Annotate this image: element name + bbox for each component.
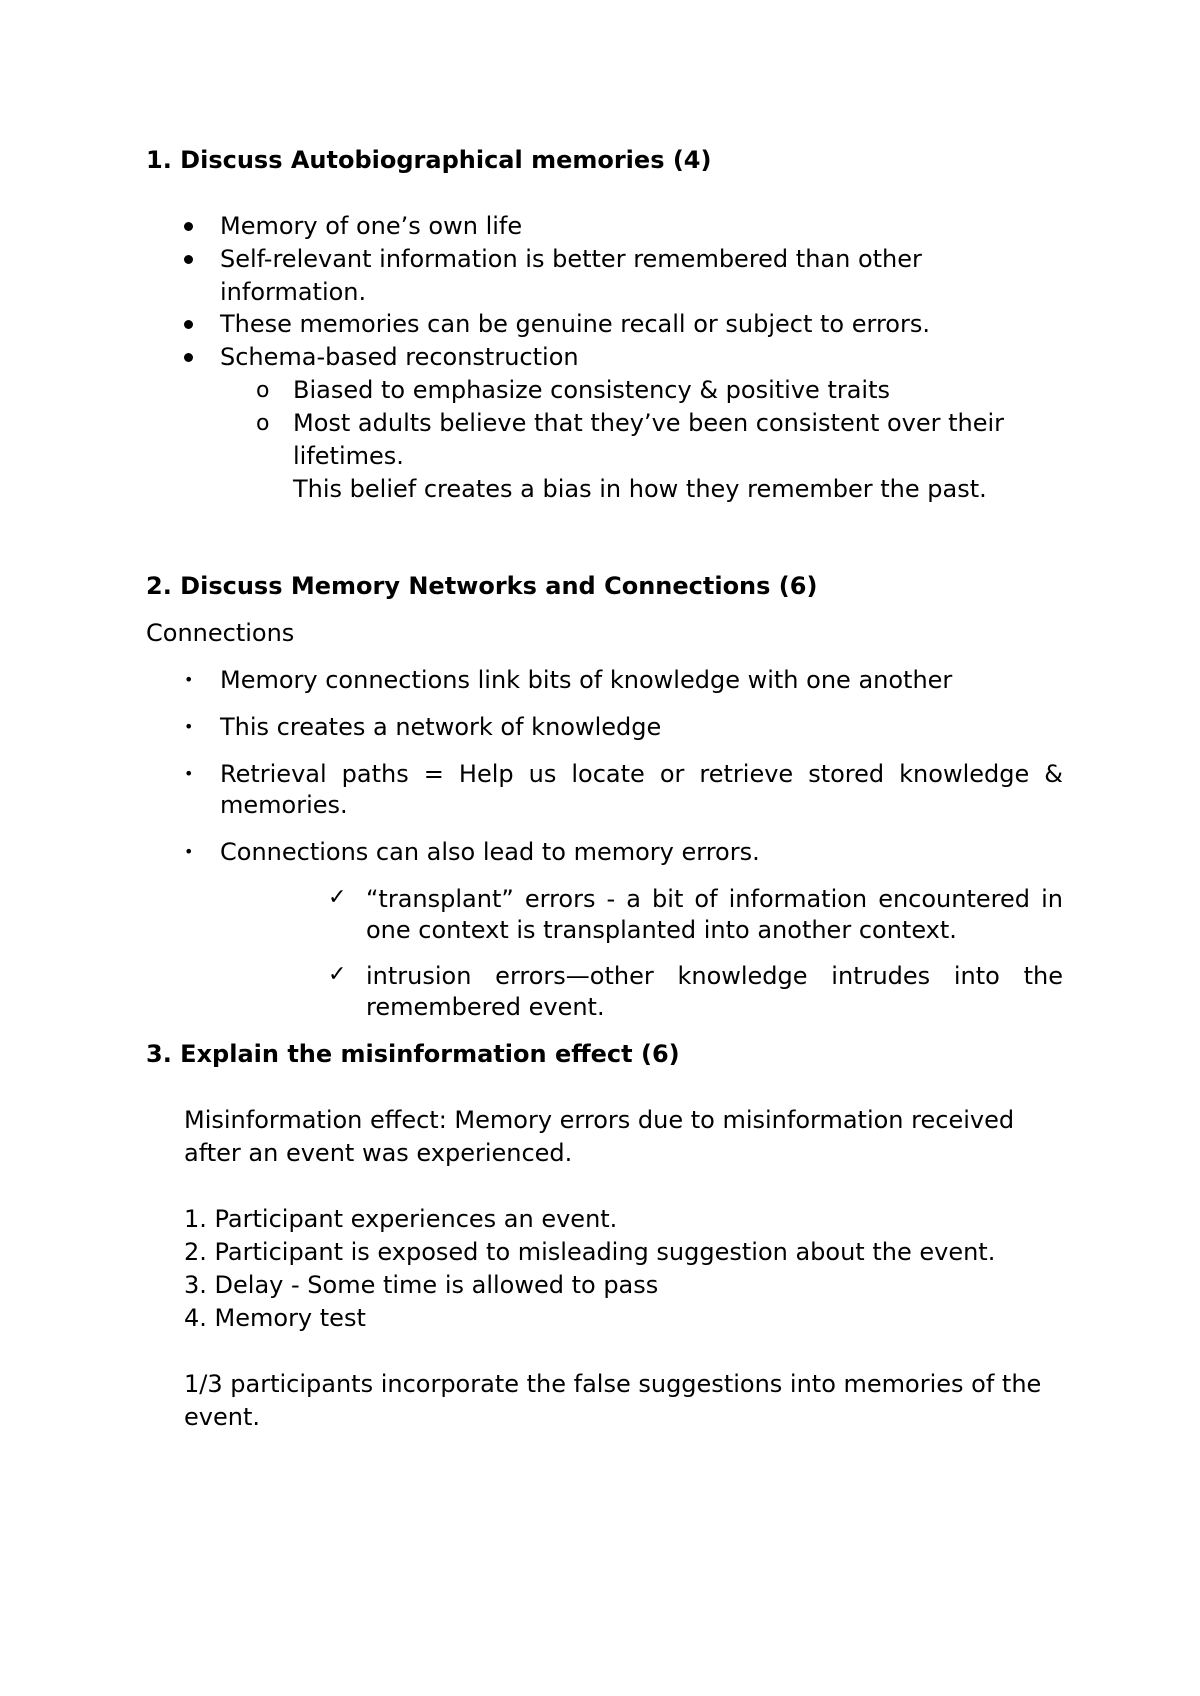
small-bullet-icon: • <box>184 670 194 689</box>
justified-bullet-line <box>220 762 1063 786</box>
definition-line: Misinformation effect: Memory errors due to misinformation received <box>184 1106 1015 1134</box>
bullet-icon <box>184 222 193 231</box>
step-item: 1. Participant experiences an event. <box>184 1205 618 1233</box>
step-item: 4. Memory test <box>184 1304 366 1332</box>
bullet-item: Connections can also lead to memory errors. <box>220 838 760 866</box>
justified-word: = <box>423 760 444 788</box>
sub-bullet-item-continuation: lifetimes. <box>293 442 404 470</box>
justified-word: & <box>1044 760 1063 788</box>
justified-word: errors <box>524 885 596 913</box>
justified-word: errors—other <box>495 962 654 990</box>
bullet-icon <box>184 320 193 329</box>
bullet-icon <box>184 255 193 264</box>
step-item: 2. Participant is exposed to misleading suggestion about the event. <box>184 1238 996 1266</box>
check-item-line <box>366 964 1063 988</box>
bullet-item: This creates a network of knowledge <box>220 713 662 741</box>
justified-word: into <box>953 962 1000 990</box>
justified-word: - <box>606 885 616 913</box>
justified-word: knowledge <box>899 760 1030 788</box>
sub-bullet-item: Most adults believe that they’ve been consistent over their <box>293 409 1005 437</box>
small-bullet-icon: • <box>184 717 194 736</box>
section2-heading: 2. Discuss Memory Networks and Connections (6) <box>146 572 818 600</box>
check-item-continuation: remembered event. <box>366 993 605 1021</box>
justified-word: stored <box>808 760 885 788</box>
conclusion-line: event. <box>184 1403 260 1431</box>
justified-word: knowledge <box>677 962 808 990</box>
justified-word: retrieve <box>699 760 794 788</box>
bullet-item: Memory of one’s own life <box>220 212 523 240</box>
small-bullet-icon: • <box>184 842 194 861</box>
bullet-item: Memory connections link bits of knowledge with one another <box>220 666 953 694</box>
justified-word: of <box>694 885 718 913</box>
sub-bullet-marker: o <box>256 378 270 403</box>
check-item-line <box>366 887 1063 911</box>
justified-word: “transplant” <box>366 885 514 913</box>
justified-word: intrusion <box>366 962 472 990</box>
justified-word: Retrieval <box>220 760 327 788</box>
justified-word: or <box>659 760 685 788</box>
section3-heading: 3. Explain the misinformation effect (6) <box>146 1040 680 1068</box>
sub-bullet-item-continuation: This belief creates a bias in how they remember the past. <box>293 475 987 503</box>
step-item: 3. Delay - Some time is allowed to pass <box>184 1271 659 1299</box>
sub-bullet-marker: o <box>256 411 270 436</box>
conclusion-line: 1/3 participants incorporate the false suggestions into memories of the <box>184 1370 1042 1398</box>
section1-heading: 1. Discuss Autobiographical memories (4) <box>146 146 712 174</box>
bullet-item-continuation: information. <box>220 278 367 306</box>
bullet-item: These memories can be genuine recall or subject to errors. <box>220 310 930 338</box>
bullet-item: Self-relevant information is better remembered than other <box>220 245 922 273</box>
justified-word: paths <box>341 760 409 788</box>
checkmark-icon: ✓ <box>328 962 347 987</box>
sub-bullet-item: Biased to emphasize consistency & positive traits <box>293 376 891 404</box>
justified-word: locate <box>571 760 645 788</box>
bullet-icon <box>184 353 193 362</box>
check-item-continuation: one context is transplanted into another context. <box>366 916 957 944</box>
justified-word: encountered <box>878 885 1030 913</box>
bullet-item: Schema-based reconstruction <box>220 343 579 371</box>
justified-word: in <box>1041 885 1063 913</box>
justified-word: us <box>528 760 557 788</box>
checkmark-icon: ✓ <box>328 885 347 910</box>
justified-word: bit <box>652 885 684 913</box>
justified-word: Help <box>458 760 514 788</box>
section2-subheading: Connections <box>146 619 295 647</box>
bullet-item-continuation: memories. <box>220 791 348 819</box>
justified-word: a <box>626 885 641 913</box>
justified-word: information <box>728 885 868 913</box>
justified-word: intrudes <box>831 962 931 990</box>
justified-word: the <box>1023 962 1063 990</box>
definition-line: after an event was experienced. <box>184 1139 573 1167</box>
small-bullet-icon: • <box>184 764 194 783</box>
